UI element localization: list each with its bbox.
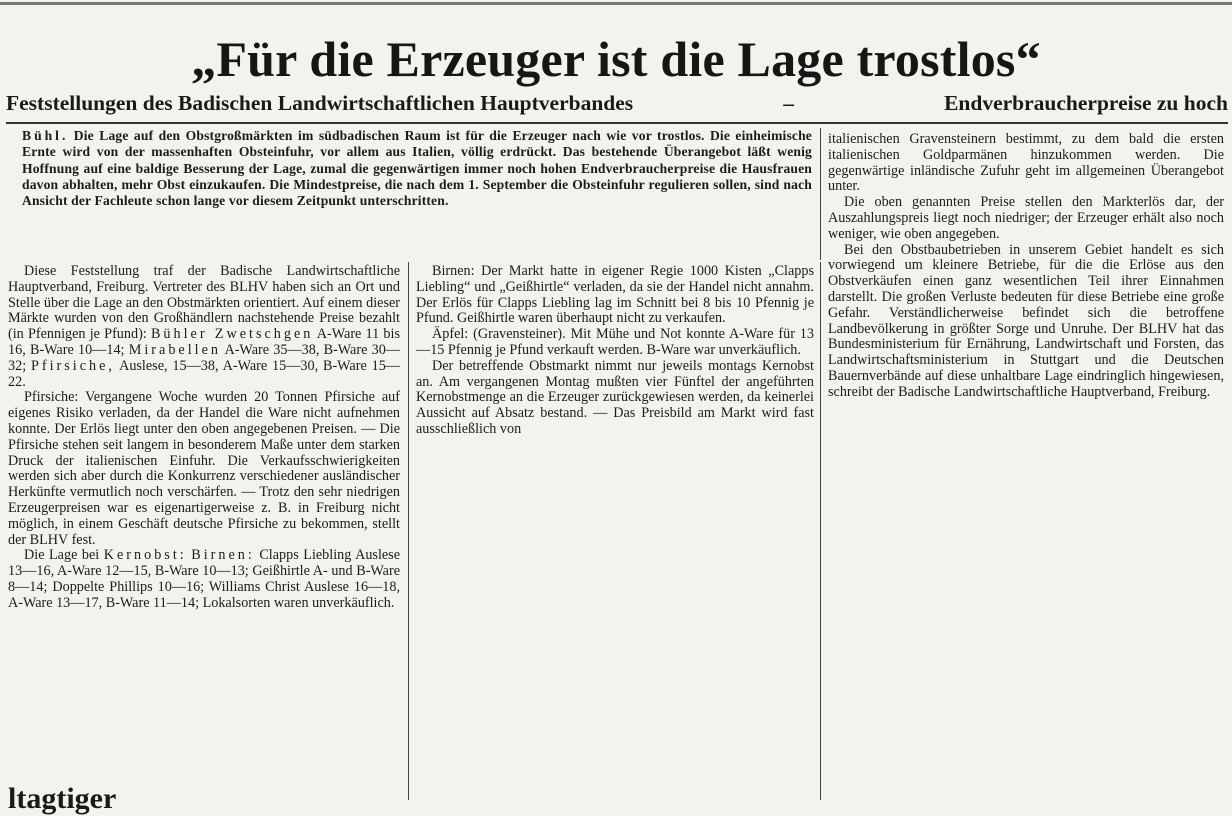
col1-p3-text-a: Die Lage bei (24, 547, 104, 564)
col2-paragraph-2: Äpfel: (Gravensteiner). Mit Mühe und Not konnte A-Ware für 13—15 Pfennig je Pfund verkauft werden. B-Ware war unverkäuflich. (416, 326, 814, 358)
col1-paragraph-2: Pfirsiche: Vergangene Woche wurden 20 Tonnen Pfirsiche auf eigenes Risiko verladen, da der Handel die Ware nicht aufnehmen konnte. Der Erlös liegt unter den oben angegebenen Preisen. — Die Pfirsiche stehen seit langem in besonderem Maße unter dem starken Druck der italienischen Einfuhr. Die Verkaufsschwierigkeiten werden sich aber durch die Konkurrenz verschiedener ausländischer Herkünfte vermutlich noch verschärfen. — Trotz den sehr niedrigen Erzeugerpreisen war es eigenartigerweise z. B. in Freiburg nicht möglich, in einem Geschäft deutsche Pfirsiche zu bekommen, stellt der BLHV fest. (8, 389, 400, 548)
col1-p1-text-a: Diese Feststellung traf der Badische Landwirtschaftliche Hauptverband, Freiburg. Vertreter des BLHV haben sich an Ort und Stelle über die Lage an den Obstmärkten orientiert. Auf einem dieser Märkte wurden von den Großhändlern nachstehende Preise bezahlt (in Pfennigen je Pfund): (8, 263, 400, 343)
column-rule-lead (820, 128, 821, 260)
subhead-right: Endverbraucherpreise zu hoch (944, 91, 1228, 115)
lead-text: Die Lage auf den Obstgroßmärkten im südbadischen Raum ist für die Erzeuger nach wie vor trostlos. Die einheimische Ernte wird von der massenhaften Obsteinfuhr, vor allem aus Italien, völlig erdrückt. Das bestehende Überangebot läßt wenig Hoffnung auf eine baldige Besserung der Lage, zumal die gegenwärtigen immer noch hohen Endverbraucherpreise die Hausfrauen davon abhalten, mehr Obst einzukaufen. Die Mindestpreise, die nach dem 1. September die Obsteinfuhr regulieren sollen, sind nach Ansicht der Fachleute schon lange vor diesem Zeitpunkt unterschritten. (22, 128, 812, 209)
col1-label-zwetschgen: Bühler Zwetschgen (150, 326, 314, 343)
col1-p3-text-b: Clapps Liebling Auslese 13—16, A-Ware 12—15, B-Ware 10—13; Geißhirtle A- und B-Ware 8—14; Doppelte Phillips 10—16; Williams Christ Auslese 16—18, A-Ware 13—17, B-Ware 11—14; Lokalsorten waren unverkäuflich. (8, 547, 401, 611)
article-headline: „Für die Erzeuger ist die Lage trostlos“ (191, 31, 1041, 87)
col1-label-mirabellen: Mirabellen (128, 341, 221, 358)
col1-p1-text-c: A-Ware 35—38, B-Ware 30—32; (8, 341, 400, 374)
next-article-headline-fragment: ltagtiger (8, 782, 117, 815)
column-rule-1 (408, 262, 409, 800)
column-3 (828, 132, 1224, 401)
column-1 (8, 264, 400, 612)
col1-label-pfirsiche: Pfirsiche, (31, 357, 115, 374)
col2-paragraph-3: Der betreffende Obstmarkt nimmt nur jeweils montags Kernobst an. Am vergangenen Montag mußten vier Fünftel der angeführten Kernobstmenge an die Erzeuger zurückgewiesen werden, da keinerlei Aussicht auf Absatz bestand. — Das Preisbild am Markt wird fast ausschließlich von (416, 357, 814, 437)
lead-dateline: Bühl. (22, 128, 69, 143)
subhead-left: Feststellungen des Badischen Landwirtschaftlichen Hauptverbandes (6, 91, 634, 115)
col3-paragraph-3: Bei den Obstbaubetrieben in unserem Gebiet handelt es sich vorwiegend um kleinere Betriebe, für die die Erlöse aus den Obstverkäufen einen ganz wesentlichen Teil ihrer Einnahmen darstellt. Die großen Verluste bedeuten für diese Betriebe eine große Gefahr. Verständlicherweise befindet sich die betroffene Landbevölkerung in größter Sorge und Unruhe. Der BLHV hat das Bundesministerium für Ernährung, Landwirtschaft und Forsten, das Landwirtschaftsministerium in Stuttgart und die Deutschen Bauernverbände auf diese unhaltbare Lage eindringlich hingewiesen, schreibt der Badische Landwirtschaftliche Hauptverband, Freiburg. (828, 241, 1224, 400)
col1-p1-text-d: Auslese, 15—38, A-Ware 15—30, B-Ware 15—22. (8, 357, 400, 390)
col3-paragraph-2: Die oben genannten Preise stellen den Markterlös dar, der Auszahlungspreis liegt noch niedriger; der Erzeuger erhält also noch weniger, wie oben angegeben. (828, 194, 1224, 242)
subhead-dash: – (783, 91, 794, 115)
col1-paragraph-3 (8, 548, 400, 611)
col3-paragraph-1: italienischen Gravensteinern bestimmt, zu dem bald die ersten italienischen Goldparmänen hinzukommen werden. Die gegenwärtige inländische Zufuhr geht im allgemeinen Überangebot unter. (828, 131, 1224, 195)
column-2 (416, 264, 814, 438)
article-subheadline (6, 90, 1228, 124)
col1-p1-text-b: A-Ware 11 bis 16, B-Ware 10—14; (8, 326, 400, 358)
column-rule-2 (820, 262, 821, 800)
col1-label-kernobst: Kernobst: (103, 547, 187, 564)
col2-paragraph-1: Birnen: Der Markt hatte in eigener Regie 1000 Kisten „Clapps Liebling“ und „Geißhirtle“ verladen, da sie der Handel nicht annahm. Der Erlös für Clapps Liebling lag im Schnitt bei 8 bis 10 Pfennig je Pfund. Geißhirtle waren überhaupt nicht zu verkaufen. (416, 263, 814, 327)
col1-label-birnen: Birnen: (191, 547, 255, 564)
col1-paragraph-1 (8, 264, 400, 390)
lead-paragraph (22, 128, 812, 209)
top-rule (0, 2, 1232, 5)
